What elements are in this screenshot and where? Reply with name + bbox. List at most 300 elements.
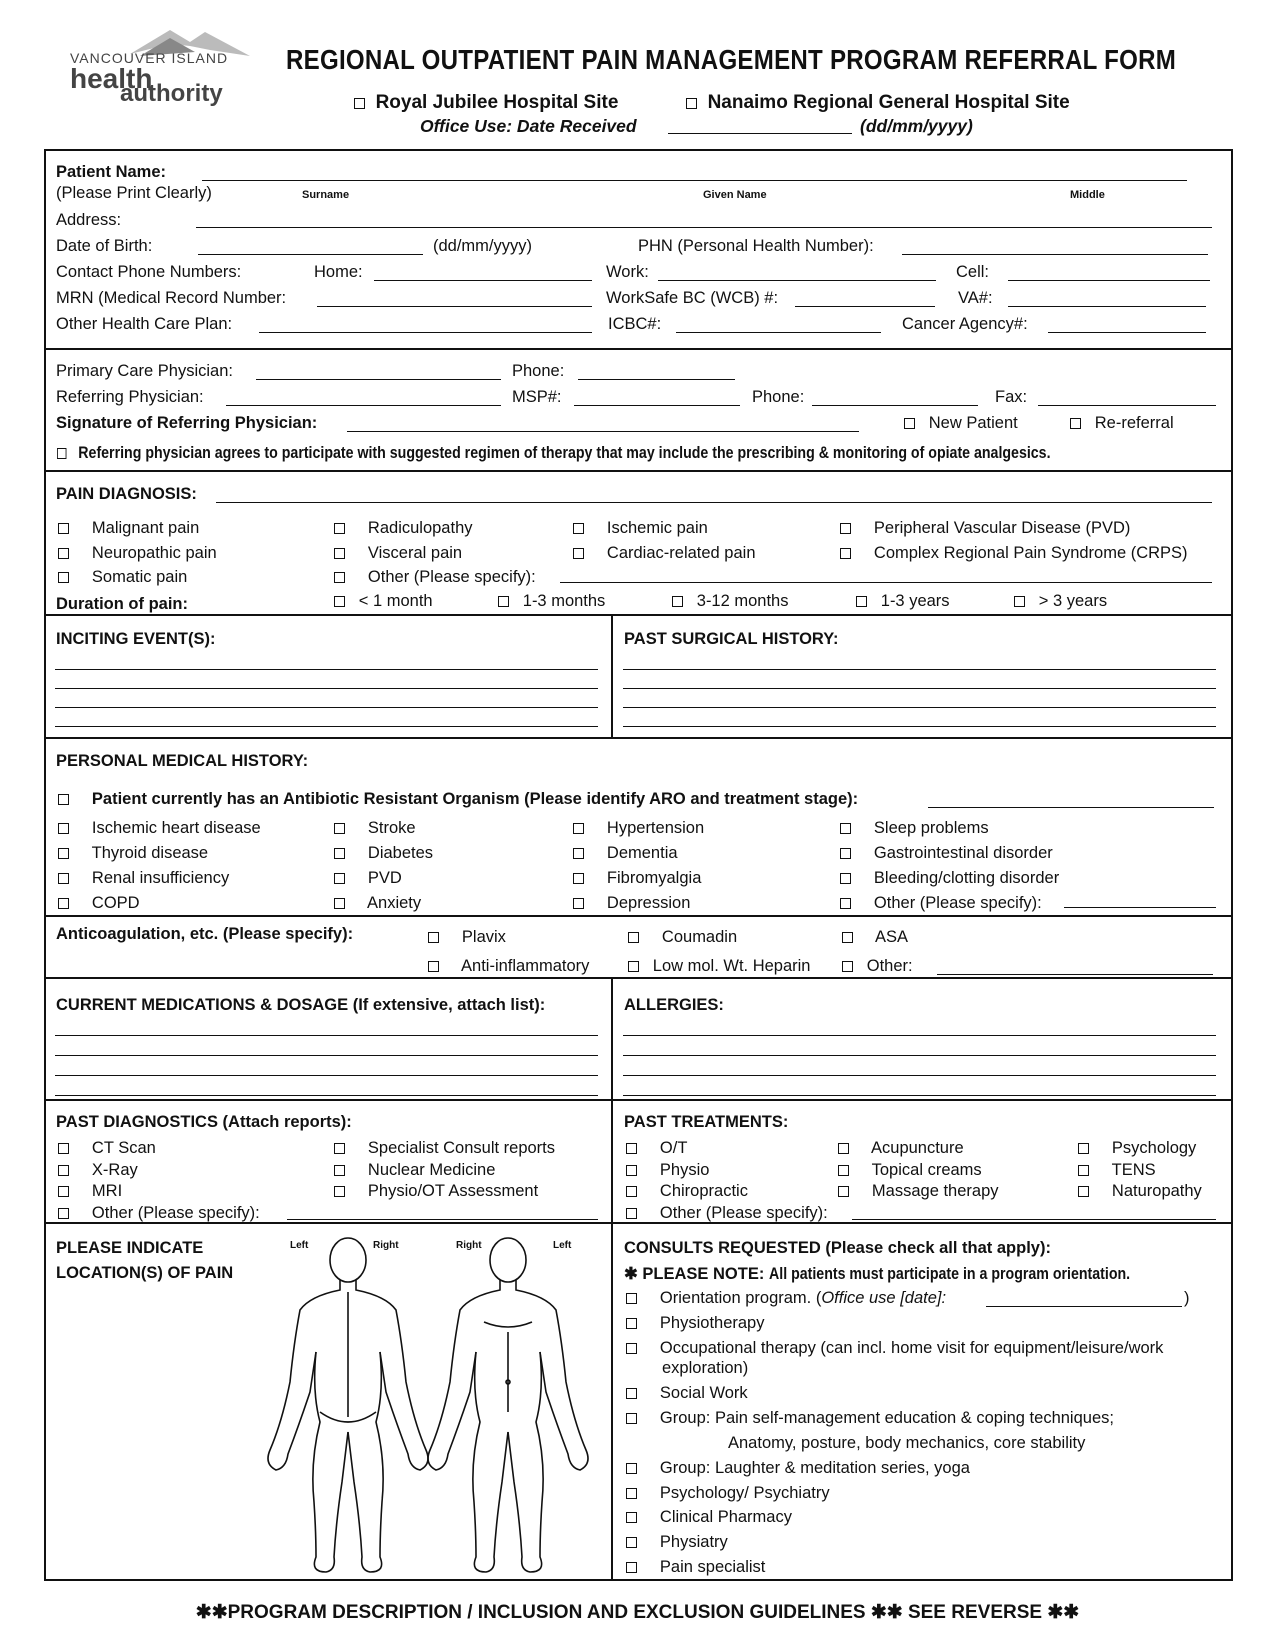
plavix-label: Plavix <box>461 928 506 946</box>
middle-label: Middle <box>1070 189 1105 201</box>
checkbox[interactable] <box>1078 1165 1089 1176</box>
divider <box>44 737 1233 739</box>
treatment-option-label: Topical creams <box>871 1160 982 1179</box>
pain-option-label: Radiculopathy <box>367 519 473 537</box>
date-format-label: (dd/mm/yyyy) <box>860 116 973 136</box>
divider-vertical <box>611 614 613 737</box>
meds-line[interactable] <box>55 1075 598 1076</box>
checkbox[interactable] <box>334 1186 345 1197</box>
pain-specialist-checkbox[interactable] <box>626 1562 637 1573</box>
pmh-option[interactable] <box>334 866 433 891</box>
va-line[interactable] <box>1008 306 1206 307</box>
diagnostic-option[interactable] <box>334 1160 555 1182</box>
contact-label: Contact Phone Numbers: <box>56 263 242 281</box>
logo-top-text: VANCOUVER ISLAND <box>70 50 229 66</box>
icbc-label: ICBC#: <box>608 315 662 333</box>
group1-checkbox[interactable] <box>626 1413 637 1424</box>
other-plan-line[interactable] <box>259 332 592 333</box>
given-name-label: Given Name <box>703 189 767 201</box>
cancer-label: Cancer Agency#: <box>902 315 1028 333</box>
treatment-option[interactable] <box>1078 1160 1202 1182</box>
pmh-option-label: Fibromyalgia <box>606 869 702 887</box>
pmh-option-label: Gastrointestinal disorder <box>873 844 1053 862</box>
pmh-option[interactable] <box>573 816 704 841</box>
diagnostic-option[interactable] <box>334 1138 555 1160</box>
patient-name-label: Patient Name: <box>56 163 167 181</box>
orientation-date-line[interactable] <box>986 1306 1182 1307</box>
pain-option-label: Somatic pain <box>91 568 188 586</box>
checkbox[interactable] <box>58 572 69 583</box>
checkbox[interactable] <box>573 873 584 884</box>
diagnostic-option-label: CT Scan <box>91 1139 156 1157</box>
checkbox[interactable] <box>334 1143 345 1154</box>
pain-option[interactable] <box>573 516 756 541</box>
referring-phone-line[interactable] <box>812 405 978 406</box>
msp-line[interactable] <box>574 405 740 406</box>
treatment-option[interactable] <box>838 1160 999 1182</box>
pmh-option[interactable] <box>573 841 704 866</box>
dob-line[interactable] <box>198 254 423 255</box>
checkbox[interactable] <box>334 873 345 884</box>
checkbox[interactable] <box>334 548 345 559</box>
checkbox[interactable] <box>58 873 69 884</box>
pain-option-label: Neuropathic pain <box>91 543 217 562</box>
agree-label: Referring physician agrees to participate with suggested regimen of therapy that may include the prescribing & monitoring of opiate analgesics. <box>78 444 1051 462</box>
diagnostic-option-label: Other (Please specify): <box>91 1203 260 1222</box>
physiotherapy-label: Physiotherapy <box>659 1314 765 1332</box>
duration-option[interactable] <box>672 592 788 611</box>
treatment-option[interactable] <box>626 1181 828 1203</box>
signature-line[interactable] <box>347 431 859 432</box>
site1-label: Royal Jubilee Hospital Site <box>375 92 619 113</box>
checkbox[interactable] <box>840 873 851 884</box>
checkbox[interactable] <box>840 898 851 909</box>
pain-option[interactable] <box>334 541 536 566</box>
pain-option-label: Peripheral Vascular Disease (PVD) <box>873 519 1131 537</box>
please-note-text: All patients must participate in a program orientation. <box>768 1265 1131 1283</box>
pmh-option-label: Bleeding/clotting disorder <box>873 869 1060 887</box>
work-label: Work: <box>606 263 649 281</box>
group1-label: Group: Pain self-management education & coping techniques; <box>659 1409 1114 1427</box>
duration-option[interactable] <box>498 592 605 611</box>
pmh-option[interactable] <box>58 891 261 916</box>
pain-specialist-label: Pain specialist <box>659 1558 766 1576</box>
ot-label: Occupational therapy (can incl. home visit for equipment/leisure/work <box>659 1339 1164 1357</box>
inciting-line[interactable] <box>55 707 598 708</box>
pain-option-label: Complex Regional Pain Syndrome (CRPS) <box>873 543 1188 562</box>
checkbox[interactable] <box>334 596 345 607</box>
diagnostic-option-label: MRI <box>91 1182 123 1200</box>
diagnostic-option[interactable] <box>58 1138 260 1160</box>
diagnostic-option-label: Physio/OT Assessment <box>367 1182 539 1200</box>
diagnostic-option[interactable] <box>58 1203 260 1225</box>
allergies-label: ALLERGIES: <box>624 996 724 1014</box>
treatment-option[interactable] <box>626 1160 828 1182</box>
orientation-close-paren: ) <box>1184 1289 1190 1307</box>
allergies-line[interactable] <box>623 1055 1216 1056</box>
checkbox[interactable] <box>672 596 683 607</box>
surgical-line[interactable] <box>623 707 1216 708</box>
pmh-option[interactable] <box>573 891 704 916</box>
patient-name-line[interactable] <box>202 180 1187 181</box>
checkbox[interactable] <box>840 823 851 834</box>
orientation-checkbox[interactable] <box>626 1293 637 1304</box>
meds-line[interactable] <box>55 1055 598 1056</box>
office-date-label: Office use [date]: <box>821 1289 947 1307</box>
treatment-option[interactable] <box>1078 1138 1202 1160</box>
dob-label: Date of Birth: <box>56 237 153 255</box>
logo-health-text: health <box>70 63 153 94</box>
body-front-figure <box>428 1238 588 1572</box>
other-plan-label: Other Health Care Plan: <box>56 315 233 333</box>
duration-label-text: < 1 month <box>358 592 433 610</box>
body-back-figure <box>268 1238 428 1572</box>
checkbox[interactable] <box>626 1165 637 1176</box>
date-received-line[interactable] <box>668 133 852 134</box>
back-right-label: Right <box>373 1240 399 1251</box>
treatment-option[interactable] <box>1078 1181 1202 1203</box>
anticoag-other-checkbox[interactable] <box>842 961 853 972</box>
pmh-option-label: Depression <box>606 894 691 912</box>
location-label-2: LOCATION(S) OF PAIN <box>56 1264 234 1282</box>
checkbox[interactable] <box>573 823 584 834</box>
surgical-line[interactable] <box>623 669 1216 670</box>
diagnostic-option[interactable] <box>58 1160 260 1182</box>
treatment-option-label: Psychology <box>1111 1139 1197 1157</box>
fax-line[interactable] <box>1038 405 1216 406</box>
checkbox[interactable] <box>573 523 584 534</box>
social-work-label: Social Work <box>659 1384 748 1402</box>
inciting-line[interactable] <box>55 726 598 727</box>
referring-physician-line[interactable] <box>226 405 501 406</box>
treatment-option-label: Physio <box>659 1160 710 1179</box>
pain-diagnosis-label: PAIN DIAGNOSIS: <box>56 485 197 503</box>
primary-physician-line[interactable] <box>256 379 501 380</box>
mrn-line[interactable] <box>317 306 592 307</box>
pain-option-label: Malignant pain <box>91 519 200 537</box>
checkbox[interactable] <box>626 1208 637 1219</box>
pmh-option-label: Sleep problems <box>873 819 989 837</box>
social-work-checkbox[interactable] <box>626 1388 637 1399</box>
location-label-1: PLEASE INDICATE <box>56 1239 204 1257</box>
coumadin-checkbox[interactable] <box>628 932 639 943</box>
treatments-label: PAST TREATMENTS: <box>624 1113 789 1131</box>
treatment-option[interactable] <box>626 1138 828 1160</box>
treatment-option-label: Naturopathy <box>1111 1182 1202 1200</box>
checkbox[interactable] <box>334 823 345 834</box>
treatment-option-label: Massage therapy <box>871 1182 999 1200</box>
pain-option[interactable] <box>58 565 217 590</box>
orientation-label: Orientation program. ( <box>659 1289 822 1307</box>
treatment-option-label: Acupuncture <box>871 1139 964 1157</box>
inciting-label: INCITING EVENT(S): <box>56 630 216 648</box>
mrn-label: MRN (Medical Record Number: <box>56 289 287 307</box>
pain-option[interactable] <box>334 565 536 590</box>
msp-label: MSP#: <box>512 388 562 406</box>
checkbox[interactable] <box>1014 596 1025 607</box>
checkbox[interactable] <box>334 898 345 909</box>
consults-label: CONSULTS REQUESTED (Please check all that apply): <box>624 1239 1051 1257</box>
site1-checkbox[interactable] <box>354 98 365 109</box>
allergies-line[interactable] <box>623 1095 1216 1096</box>
primary-phone-label: Phone: <box>512 362 565 380</box>
footer-note: ✱✱PROGRAM DESCRIPTION / INCLUSION AND EXCLUSION GUIDELINES ✱✱ SEE REVERSE ✱✱ <box>195 1602 1080 1623</box>
pain-option[interactable] <box>840 541 1188 566</box>
checkbox[interactable] <box>838 1165 849 1176</box>
checkbox[interactable] <box>58 848 69 859</box>
pain-option[interactable] <box>334 516 536 541</box>
pharmacy-label: Clinical Pharmacy <box>659 1508 792 1526</box>
checkbox[interactable] <box>626 1143 637 1154</box>
back-left-label: Left <box>290 1240 309 1251</box>
diagnostic-option-label: X-Ray <box>91 1160 138 1179</box>
phn-label: PHN (Personal Health Number): <box>638 237 874 255</box>
address-line[interactable] <box>196 227 1212 228</box>
asa-checkbox[interactable] <box>842 932 853 943</box>
meds-line[interactable] <box>55 1095 598 1096</box>
checkbox[interactable] <box>838 1143 849 1154</box>
duration-label-text: > 3 years <box>1038 592 1108 610</box>
inciting-line[interactable] <box>55 688 598 689</box>
physiatry-label: Physiatry <box>659 1533 728 1551</box>
checkbox[interactable] <box>1078 1186 1089 1197</box>
print-clearly-label: (Please Print Clearly) <box>56 184 212 202</box>
ot-label-cont: exploration) <box>662 1359 749 1377</box>
checkbox[interactable] <box>58 548 69 559</box>
pmh-option[interactable] <box>334 891 433 916</box>
pmh-option[interactable] <box>840 816 1059 841</box>
primary-physician-label: Primary Care Physician: <box>56 362 233 380</box>
pmh-option-label: Renal insufficiency <box>91 869 230 887</box>
group2-checkbox[interactable] <box>626 1463 637 1474</box>
pmh-option-label: Hypertension <box>606 819 705 837</box>
checkbox[interactable] <box>58 898 69 909</box>
diagnostic-other-line[interactable] <box>287 1219 598 1220</box>
form-title: REGIONAL OUTPATIENT PAIN MANAGEMENT PROGRAM REFERRAL FORM <box>286 44 1177 75</box>
duration-label-text: 1-3 years <box>880 592 950 610</box>
treatment-option-label: O/T <box>659 1139 688 1157</box>
pmh-option[interactable] <box>573 866 704 891</box>
logo-authority-text: authority <box>120 80 223 107</box>
surgical-label: PAST SURGICAL HISTORY: <box>624 630 839 648</box>
checkbox[interactable] <box>838 1186 849 1197</box>
antiinflam-checkbox[interactable] <box>428 961 439 972</box>
group1-label-cont: Anatomy, posture, body mechanics, core stability <box>728 1434 1086 1452</box>
pmh-option-label: Anxiety <box>367 894 422 912</box>
checkbox[interactable] <box>58 1208 69 1219</box>
checkbox[interactable] <box>573 548 584 559</box>
pmh-option[interactable] <box>58 841 261 866</box>
pmh-option-label: Dementia <box>606 844 678 862</box>
checkbox[interactable] <box>334 1165 345 1176</box>
pmh-option-label: PVD <box>367 869 402 887</box>
checkbox[interactable] <box>58 1186 69 1197</box>
fax-label: Fax: <box>995 388 1028 406</box>
pain-option-label: Visceral pain <box>367 543 463 562</box>
checkbox[interactable] <box>840 548 851 559</box>
body-diagram-icon[interactable] <box>260 1232 600 1577</box>
meds-line[interactable] <box>55 1035 598 1036</box>
divider <box>44 1099 1233 1101</box>
allergies-line[interactable] <box>623 1075 1216 1076</box>
inciting-line[interactable] <box>55 669 598 670</box>
physiotherapy-checkbox[interactable] <box>626 1318 637 1329</box>
checkbox[interactable] <box>58 523 69 534</box>
checkbox[interactable] <box>58 1143 69 1154</box>
re-referral-checkbox[interactable] <box>1070 418 1081 429</box>
aro-checkbox[interactable] <box>58 794 69 805</box>
site2-checkbox[interactable] <box>686 98 697 109</box>
cell-phone-line[interactable] <box>1008 280 1210 281</box>
duration-option[interactable] <box>856 592 950 611</box>
antiinflam-label: Anti-inflammatory <box>461 957 590 975</box>
pain-option[interactable] <box>840 516 1188 541</box>
pmh-label: PERSONAL MEDICAL HISTORY: <box>56 752 309 770</box>
address-label: Address: <box>56 211 122 229</box>
cancer-line[interactable] <box>1048 332 1206 333</box>
pmh-option-label: Stroke <box>367 819 416 837</box>
pmh-option[interactable] <box>840 891 1059 916</box>
anticoag-label: Anticoagulation, etc. (Please specify): <box>56 925 354 943</box>
pain-option[interactable] <box>58 516 217 541</box>
site2-label: Nanaimo Regional General Hospital Site <box>707 92 1070 113</box>
treatment-other-line[interactable] <box>852 1219 1216 1220</box>
primary-phone-line[interactable] <box>578 379 735 380</box>
pmh-option-label: Diabetes <box>367 844 434 862</box>
checkbox[interactable] <box>840 848 851 859</box>
pmh-option[interactable] <box>840 866 1059 891</box>
office-use-label: Office Use: Date Received <box>420 116 637 136</box>
pain-option[interactable] <box>573 541 756 566</box>
diagnostics-label: PAST DIAGNOSTICS (Attach reports): <box>56 1113 352 1131</box>
pain-option-label: Cardiac-related pain <box>606 543 756 562</box>
worksafe-line[interactable] <box>795 306 935 307</box>
checkbox[interactable] <box>58 823 69 834</box>
diagnostic-option-label: Nuclear Medicine <box>367 1160 496 1179</box>
pmh-option-label: Other (Please specify): <box>873 894 1042 912</box>
home-phone-line[interactable] <box>374 280 592 281</box>
va-label: VA#: <box>958 289 993 307</box>
checkbox[interactable] <box>58 1165 69 1176</box>
meds-label: CURRENT MEDICATIONS & DOSAGE (If extensive, attach list): <box>56 996 546 1014</box>
checkbox[interactable] <box>334 523 345 534</box>
pain-option-label: Ischemic pain <box>606 519 708 537</box>
psychology-checkbox[interactable] <box>626 1488 637 1499</box>
treatment-option-label: TENS <box>1111 1160 1156 1179</box>
agree-checkbox[interactable] <box>57 448 66 459</box>
pain-diagnosis-line[interactable] <box>216 502 1212 503</box>
duration-label-text: 1-3 months <box>522 592 606 610</box>
referring-phone-label: Phone: <box>752 388 805 406</box>
treatment-option[interactable] <box>838 1181 999 1203</box>
heparin-label: Low mol. Wt. Heparin <box>652 957 811 975</box>
front-left-label: Left <box>553 1240 572 1251</box>
divider-vertical <box>611 977 613 1581</box>
checkbox[interactable] <box>1078 1143 1089 1154</box>
treatment-option-label: Other (Please specify): <box>659 1203 828 1222</box>
divider <box>44 348 1233 350</box>
anticoag-other-label: Other: <box>866 957 913 975</box>
divider <box>44 614 1233 616</box>
cell-label: Cell: <box>956 263 990 281</box>
duration-option[interactable] <box>1014 592 1107 611</box>
ot-checkbox[interactable] <box>626 1343 637 1354</box>
diagnostic-option[interactable] <box>334 1181 555 1203</box>
surgical-line[interactable] <box>623 726 1216 727</box>
pmh-option[interactable] <box>58 816 261 841</box>
pharmacy-checkbox[interactable] <box>626 1512 637 1523</box>
heparin-checkbox[interactable] <box>628 961 639 972</box>
pain-option[interactable] <box>58 541 217 566</box>
home-label: Home: <box>314 263 363 281</box>
duration-label-text: 3-12 months <box>696 592 789 610</box>
pmh-option-label: Ischemic heart disease <box>91 819 261 837</box>
new-patient-label: New Patient <box>928 414 1018 432</box>
pmh-option[interactable] <box>840 841 1059 866</box>
duration-option[interactable] <box>334 592 433 611</box>
group2-label: Group: Laughter & meditation series, yoga <box>659 1459 970 1477</box>
pmh-option[interactable] <box>334 841 433 866</box>
re-referral-label: Re-referral <box>1094 414 1174 432</box>
plavix-checkbox[interactable] <box>428 932 439 943</box>
phn-line[interactable] <box>902 254 1208 255</box>
checkbox[interactable] <box>840 523 851 534</box>
work-phone-line[interactable] <box>658 280 936 281</box>
pmh-option[interactable] <box>334 816 433 841</box>
checkbox[interactable] <box>573 898 584 909</box>
allergies-line[interactable] <box>623 1035 1216 1036</box>
diagnostic-option-label: Specialist Consult reports <box>367 1139 556 1157</box>
surgical-line[interactable] <box>623 688 1216 689</box>
coumadin-label: Coumadin <box>661 928 738 946</box>
asa-label: ASA <box>875 928 909 946</box>
signature-label: Signature of Referring Physician: <box>56 414 318 432</box>
pmh-other-line[interactable] <box>1064 907 1216 908</box>
pain-option-label: Other (Please specify): <box>367 568 536 586</box>
checkbox[interactable] <box>334 848 345 859</box>
checkbox[interactable] <box>498 596 509 607</box>
pmh-option-label: Thyroid disease <box>91 844 209 862</box>
pain-other-line[interactable] <box>560 582 1212 583</box>
aro-line[interactable] <box>928 807 1214 808</box>
anticoag-other-line[interactable] <box>937 974 1213 975</box>
front-right-label: Right <box>456 1240 482 1251</box>
surname-label: Surname <box>302 189 350 201</box>
dob-format-label: (dd/mm/yyyy) <box>433 237 532 255</box>
pmh-option-label: COPD <box>91 894 140 912</box>
checkbox[interactable] <box>626 1186 637 1197</box>
treatment-option-label: Chiropractic <box>659 1182 748 1200</box>
divider <box>44 470 1233 472</box>
psychology-label: Psychology/ Psychiatry <box>659 1484 830 1502</box>
checkbox[interactable] <box>573 848 584 859</box>
icbc-line[interactable] <box>676 332 881 333</box>
aro-label: Patient currently has an Antibiotic Resistant Organism (Please identify ARO and treatment stage): <box>91 790 859 808</box>
duration-label: Duration of pain: <box>56 595 188 613</box>
diagnostic-option[interactable] <box>58 1181 260 1203</box>
treatment-option[interactable] <box>838 1138 999 1160</box>
checkbox[interactable] <box>334 572 345 583</box>
new-patient-checkbox[interactable] <box>904 418 915 429</box>
worksafe-label: WorkSafe BC (WCB) #: <box>606 289 779 307</box>
checkbox[interactable] <box>856 596 867 607</box>
treatment-option[interactable] <box>626 1203 828 1225</box>
please-note-label: ✱ PLEASE NOTE: <box>624 1265 765 1283</box>
physiatry-checkbox[interactable] <box>626 1537 637 1548</box>
referring-physician-label: Referring Physician: <box>56 388 204 406</box>
divider <box>44 977 1233 979</box>
pmh-option[interactable] <box>58 866 261 891</box>
